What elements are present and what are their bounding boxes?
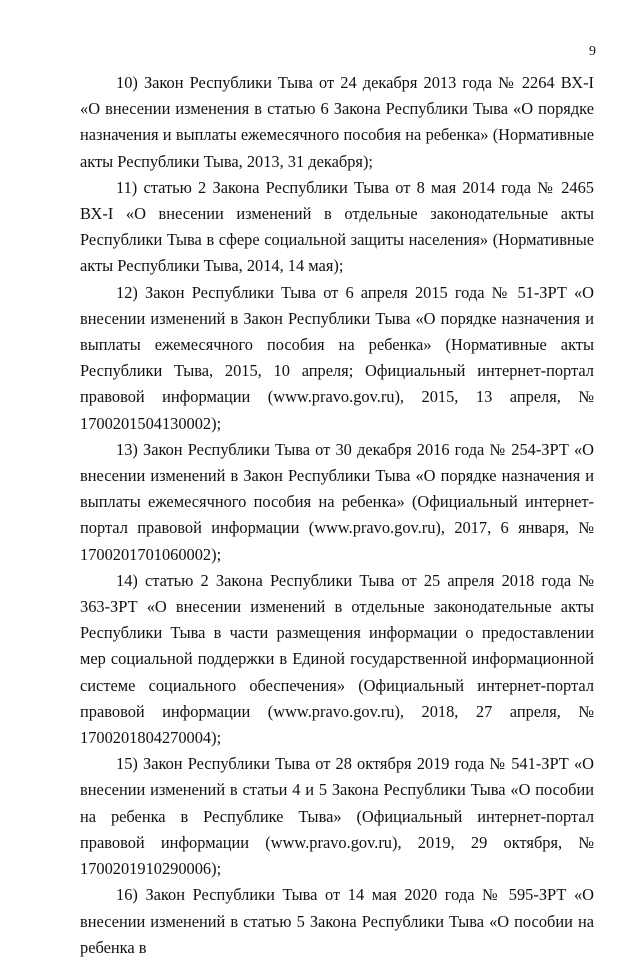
list-item-10: 10) Закон Республики Тыва от 24 декабря 2013 года № 2264 ВХ-I «О внесении изменения в статью 6 Закона Республики Тыва «О порядке назначения и выплаты ежемесячного пособия на ребенка» (Нормативные акты Республики Тыва, 2013, 31 декабря); [80, 73, 594, 171]
document-body [80, 70, 594, 961]
list-item-16: 16) Закон Республики Тыва от 14 мая 2020 года № 595-ЗРТ «О внесении изменений в статью 5 Закона Республики Тыва «О пособии на ребенка в [80, 885, 594, 957]
list-item-15: 15) Закон Республики Тыва от 28 октября 2019 года № 541-ЗРТ «О внесении изменений в статьи 4 и 5 Закона Республики Тыва «О пособии на ребенка в Республике Тыва» (Официальный интернет-портал правовой информации (www.pravo.gov.ru), 2019, 29 октября, № 1700201910290006); [80, 754, 594, 879]
list-item-14: 14) статью 2 Закона Республики Тыва от 25 апреля 2018 года № 363-ЗРТ «О внесении изменений в отдельные законодательные акты Республики Тыва в части размещения информации о предоставлении мер социальной поддержки в Единой государственной информационной системе социального обеспечения» (Официальный интернет-портал правовой информации (www.pravo.gov.ru), 2018, 27 апреля, № 1700201804270004); [80, 570, 594, 748]
list-item-12: 12) Закон Республики Тыва от 6 апреля 2015 года № 51-ЗРТ «О внесении изменений в Закон Республики Тыва «О порядке назначения и выплаты ежемесячного пособия на ребенка» (Нормативные акты Республики Тыва, 2015, 10 апреля; Официальный интернет-портал правовой информации (www.pravo.gov.ru), 2015, 13 апреля, № 1700201504130002); [80, 282, 594, 433]
page-number: 9 [589, 44, 596, 59]
list-item-13: 13) Закон Республики Тыва от 30 декабря 2016 года № 254-ЗРТ «О внесении изменений в Закон Республики Тыва «О порядке назначения и выплаты ежемесячного пособия на ребенка» (Официальный интернет-портал правовой информации (www.pravo.gov.ru), 2017, 6 января, № 1700201701060002); [80, 439, 594, 564]
list-item-11: 11) статью 2 Закона Республики Тыва от 8 мая 2014 года № 2465 ВХ-I «О внесении изменений в отдельные законодательные акты Республики Тыва в сфере социальной защиты населения» (Нормативные акты Республики Тыва, 2014, 14 мая); [80, 177, 594, 276]
